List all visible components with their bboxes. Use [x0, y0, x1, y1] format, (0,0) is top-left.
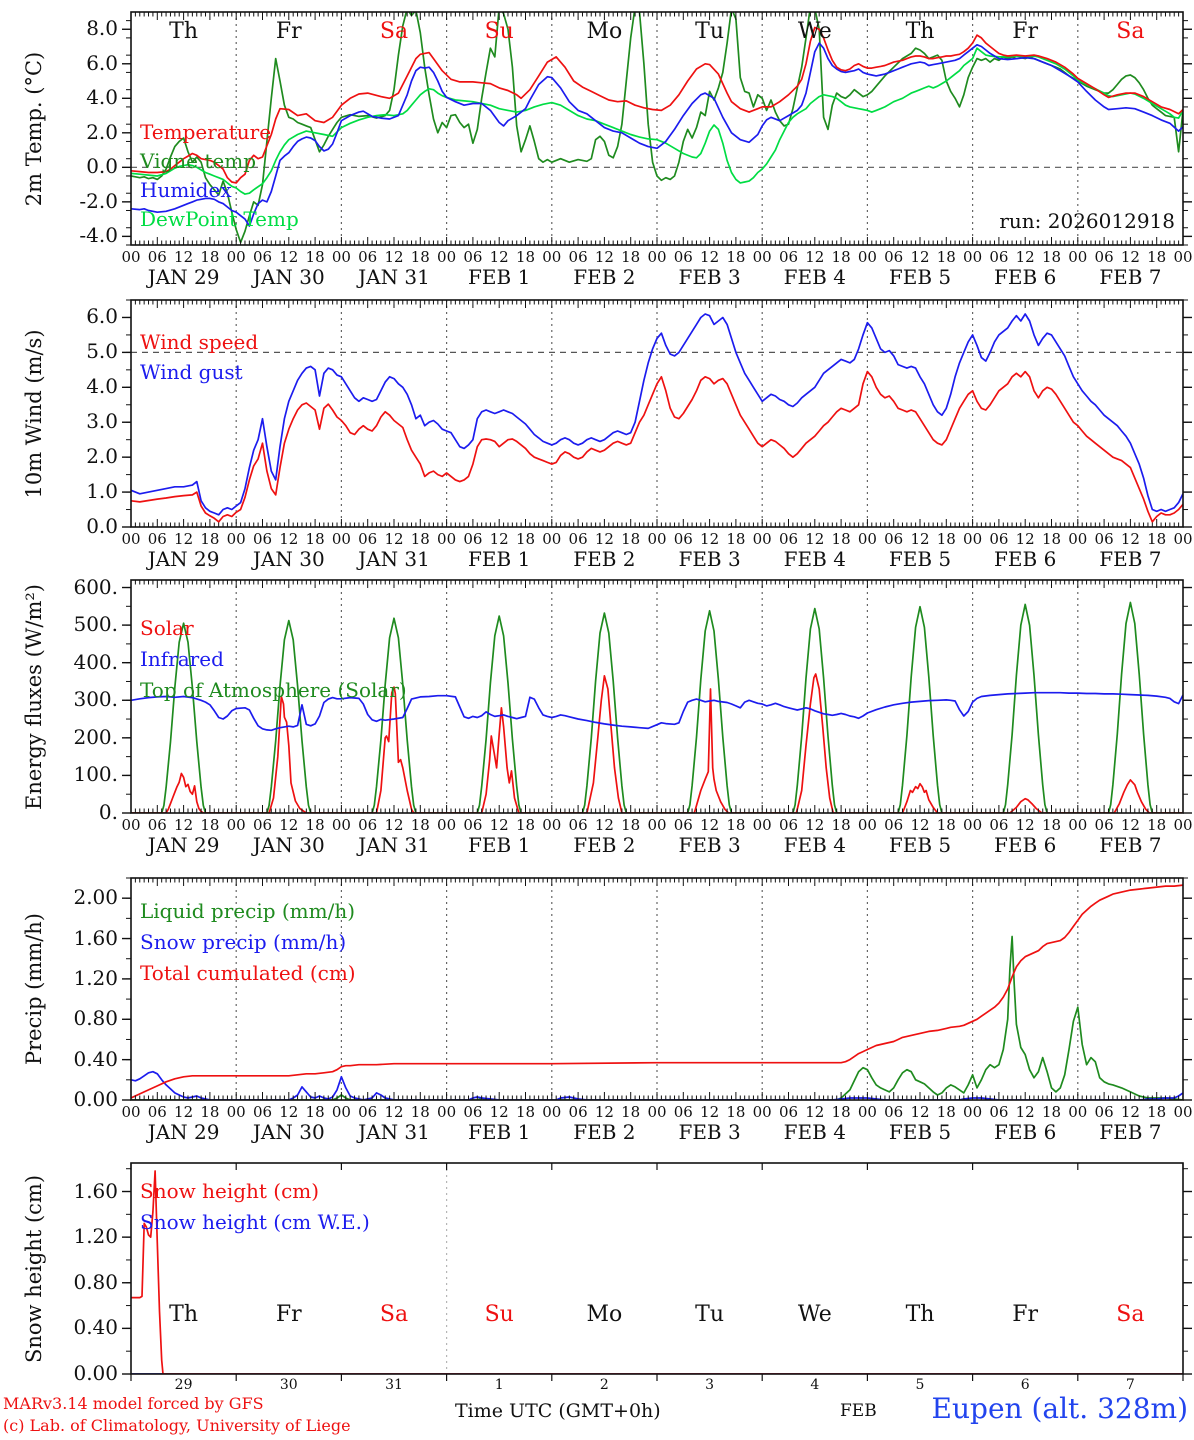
hourlabel: 00	[542, 248, 562, 266]
hourlabel: 12	[700, 1103, 720, 1121]
dayname-7-Th: Th	[905, 19, 935, 44]
ylabel-wind: 10m Wind (m/s)	[21, 328, 46, 499]
hourlabel: 12	[279, 248, 299, 266]
hourlabel: 12	[910, 816, 930, 834]
hourlabel: 12	[384, 816, 404, 834]
hourlabel: 12	[700, 816, 720, 834]
ytick-wind-3.0: 3.0	[86, 409, 118, 434]
hourlabel: 18	[410, 1103, 430, 1121]
hourlabel: 12	[174, 816, 194, 834]
hourlabel: 00	[437, 248, 457, 266]
ytick-precip-2.00: 2.00	[73, 885, 118, 910]
hourlabel: 06	[568, 530, 588, 548]
dayname-2-Sa: Sa	[379, 19, 409, 44]
daynum-31: 31	[385, 1377, 403, 1393]
hourlabel: 12	[1120, 248, 1140, 266]
hourlabel: 12	[594, 816, 614, 834]
hourlabel: 12	[805, 816, 825, 834]
daynum-1: 1	[494, 1377, 504, 1393]
hourlabel: 12	[174, 1103, 194, 1121]
datelabel-FEB 7: FEB 7	[1099, 547, 1162, 571]
ylabel-snow: Snow height (cm)	[21, 1174, 46, 1363]
dayname-6-We: We	[797, 19, 832, 44]
dayname-5-Tu: Tu	[695, 19, 725, 44]
hourlabel: 18	[831, 530, 851, 548]
hourlabel: 06	[358, 530, 378, 548]
hourlabel: 06	[673, 816, 693, 834]
hourlabel: 18	[831, 1103, 851, 1121]
ytick-precip-0.00: 0.00	[73, 1087, 118, 1111]
hourlabel: 06	[989, 816, 1009, 834]
ytick-energy-400.: 400.	[73, 649, 118, 674]
hourlabel: 18	[515, 530, 536, 548]
datelabel-JAN 29: JAN 29	[147, 547, 220, 571]
legend-wind-1: Wind gust	[140, 360, 243, 384]
hourlabel: 18	[200, 530, 220, 548]
ytick-energy-600.: 600.	[73, 574, 118, 599]
hourlabel: 12	[1015, 530, 1035, 548]
hourlabel: 06	[884, 1103, 904, 1121]
hourlabel: 00	[647, 248, 667, 266]
hourlabel: 06	[778, 1103, 799, 1121]
hourlabel: 00	[331, 1103, 351, 1121]
hourlabel: 12	[594, 248, 614, 266]
datelabel-FEB 4: FEB 4	[783, 833, 846, 857]
datelabel-JAN 30: JAN 30	[252, 1120, 325, 1144]
ytick-snow-0.80: 0.80	[73, 1269, 118, 1294]
hourlabel: 18	[726, 530, 746, 548]
datelabel-JAN 31: JAN 31	[358, 265, 430, 289]
hourlabel: 12	[1015, 816, 1035, 834]
hourlabel: 18	[200, 816, 220, 834]
hourlabel: 06	[989, 248, 1009, 266]
datelabel-FEB 6: FEB 6	[994, 833, 1057, 857]
hourlabel: 12	[700, 530, 720, 548]
legend-snow-1: Snow height (cm W.E.)	[140, 1210, 370, 1234]
hourlabel: 18	[936, 530, 956, 548]
hourlabel: 00	[1173, 530, 1193, 548]
hourlabel: 06	[989, 530, 1009, 548]
hourlabel: 06	[147, 1103, 167, 1121]
hourlabel: 18	[515, 248, 536, 266]
hourlabel: 18	[410, 816, 430, 834]
ytick-energy-100.: 100.	[73, 762, 118, 787]
datelabel-JAN 30: JAN 30	[252, 265, 325, 289]
hourlabel: 00	[121, 1103, 141, 1121]
dayname-7-Th: Th	[905, 1302, 935, 1327]
datelabel-FEB 7: FEB 7	[1099, 265, 1162, 289]
hourlabel: 00	[542, 1103, 562, 1121]
datelabel-JAN 29: JAN 29	[147, 1120, 220, 1144]
hourlabel: 12	[1120, 1103, 1140, 1121]
hourlabel: 00	[542, 816, 562, 834]
hourlabel: 00	[857, 530, 877, 548]
ylabel-precip: Precip (mm/h)	[21, 912, 46, 1066]
hourlabel: 18	[726, 1103, 746, 1121]
datelabel-FEB 6: FEB 6	[994, 265, 1057, 289]
hourlabel: 00	[1173, 816, 1193, 834]
hourlabel: 18	[726, 816, 746, 834]
hourlabel: 00	[857, 1103, 877, 1121]
hourlabel: 18	[621, 248, 641, 266]
hourlabel: 12	[174, 530, 194, 548]
hourlabel: 18	[305, 248, 325, 266]
footer-month-label: FEB	[840, 1401, 877, 1421]
daynum-2: 2	[599, 1377, 609, 1393]
daynum-7: 7	[1125, 1377, 1135, 1393]
hourlabel: 06	[568, 816, 588, 834]
hourlabel: 06	[568, 248, 588, 266]
datelabel-FEB 5: FEB 5	[888, 547, 952, 571]
hourlabel: 18	[1147, 248, 1167, 266]
hourlabel: 06	[778, 816, 799, 834]
datelabel-FEB 2: FEB 2	[573, 1120, 636, 1144]
hourlabel: 18	[305, 1103, 325, 1121]
ytick-wind-4.0: 4.0	[86, 374, 118, 399]
hourlabel: 00	[121, 248, 141, 266]
hourlabel: 06	[1094, 248, 1114, 266]
datelabel-FEB 2: FEB 2	[573, 833, 636, 857]
legend-snow-0: Snow height (cm)	[140, 1179, 320, 1203]
daynum-30: 30	[279, 1377, 298, 1393]
hourlabel: 00	[647, 530, 667, 548]
hourlabel: 18	[515, 1103, 536, 1121]
datelabel-JAN 29: JAN 29	[147, 833, 220, 857]
ytick-wind-5.0: 5.0	[86, 339, 118, 364]
datelabel-FEB 4: FEB 4	[783, 547, 846, 571]
hourlabel: 12	[174, 248, 194, 266]
datelabel-FEB 1: FEB 1	[468, 833, 531, 857]
hourlabel: 18	[1147, 1103, 1167, 1121]
hourlabel: 06	[463, 530, 483, 548]
hourlabel: 00	[437, 816, 457, 834]
hourlabel: 00	[437, 530, 457, 548]
ytick-wind-6.0: 6.0	[86, 304, 118, 329]
hourlabel: 00	[963, 248, 983, 266]
datelabel-FEB 3: FEB 3	[678, 833, 741, 857]
hourlabel: 00	[1068, 530, 1088, 548]
datelabel-FEB 6: FEB 6	[994, 547, 1057, 571]
ytick-snow-0.00: 0.00	[73, 1361, 118, 1385]
hourlabel: 18	[831, 816, 851, 834]
datelabel-JAN 29: JAN 29	[147, 265, 220, 289]
hourlabel: 06	[989, 1103, 1009, 1121]
hourlabel: 00	[752, 1103, 772, 1121]
hourlabel: 00	[331, 530, 351, 548]
hourlabel: 12	[594, 1103, 614, 1121]
hourlabel: 00	[226, 816, 246, 834]
station-label: Eupen (alt. 328m)	[931, 1392, 1188, 1425]
ytick-energy-0.: 0.	[98, 800, 118, 824]
legend-temp-0: Temperature	[140, 120, 272, 144]
hourlabel: 00	[963, 1103, 983, 1121]
ytick-wind-0.0: 0.0	[86, 514, 118, 538]
datelabel-FEB 2: FEB 2	[573, 265, 636, 289]
dayname-9-Sa: Sa	[1116, 19, 1145, 44]
hourlabel: 12	[489, 248, 509, 266]
datelabel-FEB 1: FEB 1	[468, 547, 531, 571]
dayname-3-Su: Su	[484, 19, 514, 44]
datelabel-JAN 31: JAN 31	[358, 547, 430, 571]
hourlabel: 06	[778, 530, 799, 548]
hourlabel: 18	[621, 530, 641, 548]
run-label: run: 2026012918	[999, 209, 1175, 233]
datelabel-FEB 5: FEB 5	[888, 1120, 952, 1144]
ytick-snow-1.20: 1.20	[73, 1224, 118, 1249]
dayname-5-Tu: Tu	[695, 1302, 725, 1327]
datelabel-FEB 1: FEB 1	[468, 1120, 531, 1144]
panel-wind	[131, 300, 1183, 527]
dayname-0-Th: Th	[169, 19, 199, 44]
hourlabel: 12	[1120, 530, 1140, 548]
hourlabel: 18	[410, 248, 430, 266]
hourlabel: 06	[358, 248, 378, 266]
datelabel-JAN 31: JAN 31	[358, 833, 430, 857]
datelabel-FEB 3: FEB 3	[678, 265, 741, 289]
hourlabel: 12	[489, 1103, 509, 1121]
hourlabel: 12	[384, 530, 404, 548]
datelabel-JAN 31: JAN 31	[358, 1120, 430, 1144]
dayname-1-Fr: Fr	[275, 19, 302, 44]
hourlabel: 06	[463, 816, 483, 834]
hourlabel: 18	[200, 1103, 220, 1121]
hourlabel: 06	[358, 816, 378, 834]
dayname-0-Th: Th	[169, 1302, 199, 1327]
hourlabel: 00	[121, 816, 141, 834]
dayname-2-Sa: Sa	[379, 1302, 409, 1327]
hourlabel: 12	[489, 816, 509, 834]
hourlabel: 06	[463, 1103, 483, 1121]
datelabel-FEB 6: FEB 6	[994, 1120, 1057, 1144]
hourlabel: 00	[647, 1103, 667, 1121]
footer-model-line: MARv3.14 model forced by GFS	[3, 1394, 264, 1413]
hourlabel: 06	[252, 248, 273, 266]
hourlabel: 12	[279, 1103, 299, 1121]
datelabel-FEB 2: FEB 2	[573, 547, 636, 571]
ytick-wind-2.0: 2.0	[86, 444, 118, 469]
hourlabel: 12	[910, 248, 930, 266]
ytick-temp-6.0: 6.0	[86, 50, 118, 75]
hourlabel: 06	[1094, 1103, 1114, 1121]
legend-temp-1: Vigne temp	[140, 149, 257, 173]
dayname-9-Sa: Sa	[1116, 1302, 1145, 1327]
datelabel-FEB 3: FEB 3	[678, 1120, 741, 1144]
hourlabel: 18	[305, 816, 325, 834]
hourlabel: 00	[1068, 248, 1088, 266]
hourlabel: 12	[910, 1103, 930, 1121]
dayname-1-Fr: Fr	[275, 1302, 302, 1327]
hourlabel: 18	[936, 816, 956, 834]
ytick-energy-500.: 500.	[73, 612, 118, 637]
hourlabel: 12	[805, 530, 825, 548]
hourlabel: 18	[621, 1103, 641, 1121]
legend-energy-0: Solar	[140, 616, 194, 640]
hourlabel: 12	[489, 530, 509, 548]
hourlabel: 00	[331, 248, 351, 266]
ytick-wind-1.0: 1.0	[86, 479, 118, 504]
hourlabel: 12	[910, 530, 930, 548]
datelabel-FEB 7: FEB 7	[1099, 833, 1162, 857]
ytick-snow-0.40: 0.40	[73, 1315, 118, 1340]
hourlabel: 06	[673, 1103, 693, 1121]
hourlabel: 18	[621, 816, 641, 834]
hourlabel: 06	[147, 816, 167, 834]
hourlabel: 12	[1120, 816, 1140, 834]
hourlabel: 12	[279, 816, 299, 834]
hourlabel: 12	[384, 1103, 404, 1121]
hourlabel: 00	[752, 530, 772, 548]
hourlabel: 00	[226, 248, 246, 266]
hourlabel: 12	[700, 248, 720, 266]
legend-precip-0: Liquid precip (mm/h)	[140, 899, 356, 923]
dayname-3-Su: Su	[484, 1302, 514, 1327]
datelabel-FEB 4: FEB 4	[783, 1120, 846, 1144]
hourlabel: 12	[384, 248, 404, 266]
hourlabel: 12	[594, 530, 614, 548]
datelabel-JAN 30: JAN 30	[252, 833, 325, 857]
hourlabel: 18	[305, 530, 325, 548]
hourlabel: 00	[647, 816, 667, 834]
hourlabel: 12	[1015, 1103, 1035, 1121]
datelabel-JAN 30: JAN 30	[252, 547, 325, 571]
legend-temp-2: Humidex	[140, 178, 232, 202]
hourlabel: 12	[805, 248, 825, 266]
ytick-temp--2.0: -2.0	[79, 188, 118, 213]
dayname-6-We: We	[797, 1302, 832, 1327]
hourlabel: 06	[252, 1103, 273, 1121]
hourlabel: 06	[884, 248, 904, 266]
ylabel-energy: Energy fluxes (W/m²)	[21, 583, 46, 810]
ylabel-temp: 2m Temp. (°C)	[21, 51, 46, 206]
hourlabel: 00	[331, 816, 351, 834]
hourlabel: 12	[1015, 248, 1035, 266]
hourlabel: 18	[1147, 530, 1167, 548]
hourlabel: 00	[121, 530, 141, 548]
legend-precip-2: Total cumulated (cm)	[140, 961, 356, 985]
ytick-temp-2.0: 2.0	[86, 119, 118, 144]
datelabel-FEB 1: FEB 1	[468, 265, 531, 289]
legend-precip-1: Snow precip (mm/h)	[140, 930, 347, 954]
ytick-precip-1.20: 1.20	[73, 965, 118, 990]
ytick-snow-1.60: 1.60	[73, 1178, 118, 1203]
hourlabel: 06	[252, 530, 273, 548]
hourlabel: 06	[252, 816, 273, 834]
hourlabel: 00	[437, 1103, 457, 1121]
hourlabel: 06	[1094, 816, 1114, 834]
hourlabel: 06	[147, 248, 167, 266]
legend-energy-1: Infrared	[140, 647, 224, 671]
hourlabel: 00	[1173, 248, 1193, 266]
datelabel-FEB 7: FEB 7	[1099, 1120, 1162, 1144]
hourlabel: 18	[1147, 816, 1167, 834]
datelabel-FEB 5: FEB 5	[888, 833, 952, 857]
hourlabel: 06	[1094, 530, 1114, 548]
hourlabel: 06	[673, 248, 693, 266]
datelabel-FEB 4: FEB 4	[783, 265, 846, 289]
ytick-precip-1.60: 1.60	[73, 925, 118, 950]
hourlabel: 00	[542, 530, 562, 548]
hourlabel: 18	[515, 816, 536, 834]
legend-temp-3: DewPoint Temp	[140, 207, 299, 231]
ytick-temp-4.0: 4.0	[86, 85, 118, 110]
hourlabel: 00	[1068, 816, 1088, 834]
ytick-energy-300.: 300.	[73, 687, 118, 712]
hourlabel: 18	[1041, 530, 1062, 548]
daynum-5: 5	[915, 1377, 925, 1393]
ytick-precip-0.80: 0.80	[73, 1006, 118, 1031]
dayname-8-Fr: Fr	[1012, 1302, 1039, 1327]
hourlabel: 00	[752, 248, 772, 266]
datelabel-FEB 5: FEB 5	[888, 265, 952, 289]
daynum-3: 3	[705, 1377, 715, 1393]
hourlabel: 00	[857, 248, 877, 266]
hourlabel: 06	[358, 1103, 378, 1121]
hourlabel: 18	[410, 530, 430, 548]
hourlabel: 18	[726, 248, 746, 266]
footer-credit-line: (c) Lab. of Climatology, University of Liege	[3, 1416, 351, 1435]
hourlabel: 18	[1041, 248, 1062, 266]
hourlabel: 00	[1068, 1103, 1088, 1121]
hourlabel: 00	[857, 816, 877, 834]
hourlabel: 18	[936, 1103, 956, 1121]
hourlabel: 12	[279, 530, 299, 548]
hourlabel: 00	[752, 816, 772, 834]
dayname-8-Fr: Fr	[1012, 19, 1039, 44]
daynum-6: 6	[1020, 1377, 1030, 1393]
hourlabel: 18	[1041, 816, 1062, 834]
ytick-temp-0.0: 0.0	[86, 154, 118, 179]
footer-time-label: Time UTC (GMT+0h)	[455, 1400, 661, 1422]
legend-energy-2: Top of Atmosphere (Solar)	[140, 678, 407, 702]
hourlabel: 00	[226, 530, 246, 548]
ytick-precip-0.40: 0.40	[73, 1046, 118, 1071]
ytick-temp--4.0: -4.0	[79, 223, 118, 248]
hourlabel: 12	[805, 1103, 825, 1121]
legend-wind-0: Wind speed	[140, 330, 259, 354]
daynum-4: 4	[810, 1377, 820, 1393]
hourlabel: 18	[936, 248, 956, 266]
hourlabel: 18	[1041, 1103, 1062, 1121]
hourlabel: 18	[831, 248, 851, 266]
hourlabel: 00	[963, 530, 983, 548]
ytick-temp-8.0: 8.0	[86, 16, 118, 41]
dayname-4-Mo: Mo	[586, 19, 623, 44]
hourlabel: 00	[963, 816, 983, 834]
hourlabel: 06	[778, 248, 799, 266]
hourlabel: 06	[884, 816, 904, 834]
hourlabel: 00	[226, 1103, 246, 1121]
hourlabel: 18	[200, 248, 220, 266]
dayname-4-Mo: Mo	[586, 1302, 623, 1327]
hourlabel: 06	[673, 530, 693, 548]
hourlabel: 06	[884, 530, 904, 548]
ytick-energy-200.: 200.	[73, 724, 118, 749]
hourlabel: 06	[568, 1103, 588, 1121]
hourlabel: 06	[147, 530, 167, 548]
hourlabel: 00	[1173, 1103, 1193, 1121]
daynum-29: 29	[174, 1377, 193, 1393]
datelabel-FEB 3: FEB 3	[678, 547, 741, 571]
hourlabel: 06	[463, 248, 483, 266]
